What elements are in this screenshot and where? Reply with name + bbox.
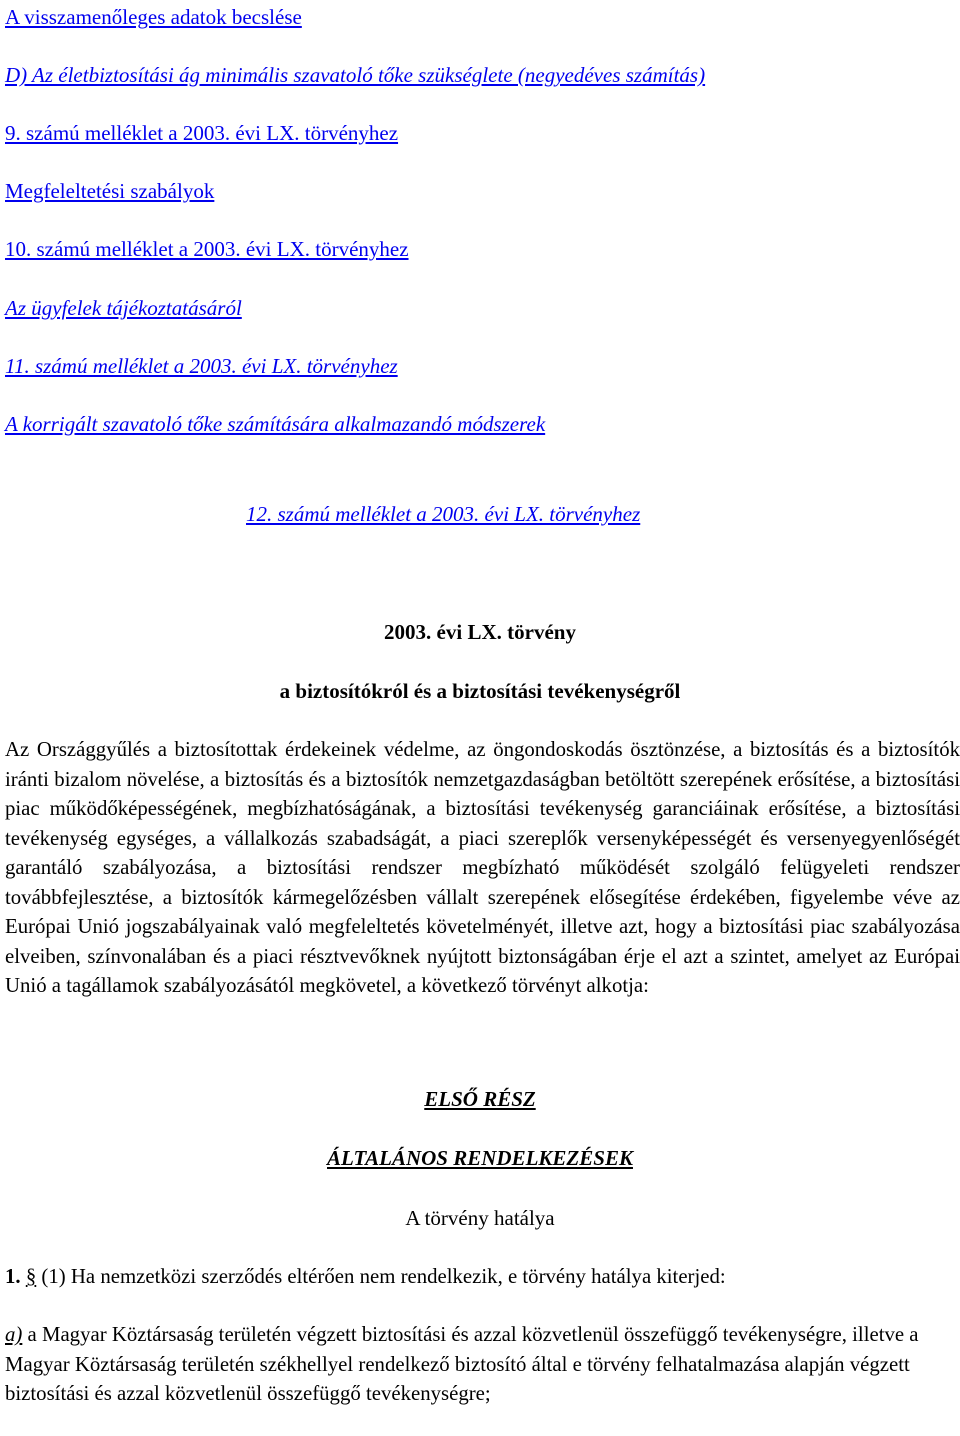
part-heading: ELSŐ RÉSZ [424, 1087, 536, 1111]
section-sign: § [25, 1265, 37, 1288]
section-number: 1. [5, 1265, 21, 1288]
toc-link-text[interactable]: A visszamenőleges adatok becslése [5, 5, 302, 29]
toc-link-text[interactable]: 10. számú melléklet a 2003. évi LX. törvényhez [5, 237, 409, 261]
toc-link-text[interactable]: D) Az életbiztosítási ág minimális szavatoló tőke szükséglete (negyedéves számítás) [5, 63, 706, 87]
toc-link-estimation[interactable] [5, 2, 302, 32]
law-subtitle: a biztosítókról és a biztosítási tevékenységről [279, 679, 681, 703]
toc-link-text[interactable]: 12. számú melléklet a 2003. évi LX. törvényhez [246, 502, 641, 526]
toc-link-annex-12[interactable] [246, 499, 640, 529]
toc-link-annex-11[interactable] [5, 351, 398, 381]
toc-link-annex-10[interactable] [5, 234, 409, 264]
toc-link-text[interactable]: Az ügyfelek tájékoztatásáról [5, 296, 242, 320]
part-title: ÁLTALÁNOS RENDELKEZÉSEK [327, 1146, 633, 1170]
point-a-label: a) [5, 1323, 23, 1346]
preamble-paragraph: Az Országgyűlés a biztosítottak érdekeinek védelme, az öngondoskodás ösztönzése, a biztosítás és a biztosítók iránti bizalom növelése, a biztosítás és a biztosítók nemzetgazdaságban betöltött szerepének erősítése, a biztosítási piac működőképességének, megbízhatóságának, a biztosítási tevékenység garanciáinak erősítése, a biztosítási tevékenység egységes, a vállalkozás szabadságát, a piaci szereplők versenyképességét és versenyegyenlőségét garantáló szabályozása, a biztosítási rendszer megbízható működését szolgáló felügyeleti rendszer továbbfejlesztése, a biztosítók kármegelőzésben vállalt szerepének elősegítése érdekében, figyelembe véve az Európai Unió jogszabályainak való megfeleltetés követelményét, illetve azt, hogy a biztosítási piac szabályozása elveiben, színvonalában és a piaci résztvevőknek nyújtott biztonságában érje el azt a szintet, amelyet az Európai Unió a tagállamok szabályozásától megkövetel, a következő törvényt alkotja: [5, 738, 960, 997]
point-a-text: a Magyar Köztársaság területén végzett biztosítási és azzal közvetlenül összefüggő tevékenységre, illetve a Magyar Köztársaság területén székhellyel rendelkező biztosító által e törvény felhatalmazása alapján végzett biztosítási és azzal közvetlenül összefüggő tevékenységre; [5, 1323, 919, 1405]
toc-link-text[interactable]: Megfeleltetési szabályok [5, 179, 215, 203]
section-heading: A törvény hatálya [405, 1206, 555, 1230]
toc-link-annex-9[interactable] [5, 118, 398, 148]
toc-link-capital-methods[interactable] [5, 409, 545, 439]
toc-link-mapping-rules[interactable] [5, 176, 214, 206]
toc-link-text[interactable]: A korrigált szavatoló tőke számítására alkalmazandó módszerek [5, 412, 546, 436]
section-1-text: (1) Ha nemzetközi szerződés eltérően nem rendelkezik, e törvény hatálya kiterjed: [41, 1265, 726, 1288]
toc-link-life-insurance[interactable] [5, 60, 705, 90]
section-1-paragraph [5, 1262, 960, 1292]
law-title: 2003. évi LX. törvény [384, 620, 576, 644]
toc-link-text[interactable]: 11. számú melléklet a 2003. évi LX. törvényhez [5, 354, 398, 378]
toc-link-client-info[interactable] [5, 293, 242, 323]
point-a-paragraph [5, 1320, 960, 1409]
toc-link-text[interactable]: 9. számú melléklet a 2003. évi LX. törvényhez [5, 121, 399, 145]
